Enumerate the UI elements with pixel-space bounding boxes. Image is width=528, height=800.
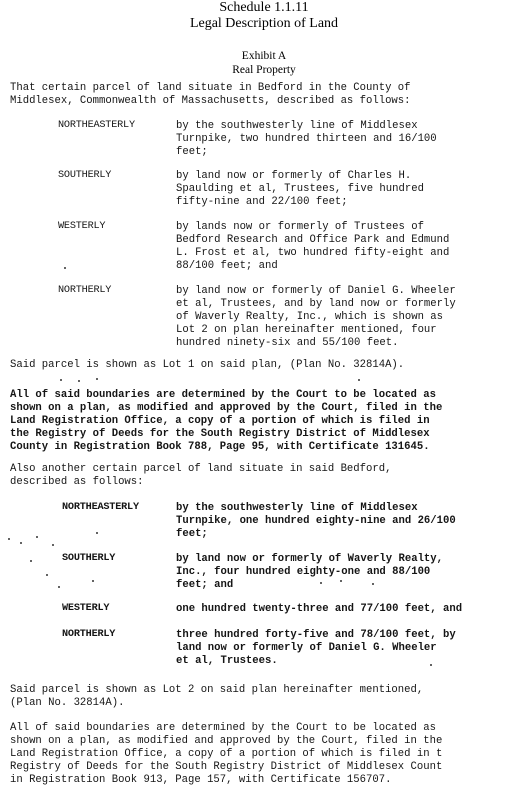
exhibit-heading: Exhibit A	[241, 50, 287, 62]
scan-speck	[20, 542, 22, 544]
parcel2-bound-northerly-line-2: land now or formerly of Daniel G. Wheeler	[176, 642, 437, 654]
scan-speck	[96, 532, 98, 534]
parcel2-bound-label-southerly: SOUTHERLY	[62, 553, 116, 564]
parcel2-boundaries-line-1: All of said boundaries are determined by the Court to be located as	[10, 722, 436, 734]
parcel2-bound-label-westerly: WESTERLY	[62, 603, 110, 614]
parcel1-bound-southerly-line-3: fifty-nine and 22/100 feet;	[176, 196, 348, 208]
parcel2-boundaries-line-3: Land Registration Office, a copy of a portion of which is filed in t	[10, 748, 443, 760]
parcel2-intro-line-2: described as follows:	[10, 476, 144, 488]
parcel2-bound-westerly-line-1: one hundred twenty-three and 77/100 feet, and	[176, 603, 463, 615]
parcel2-bound-northerly-line-1: three hundred forty-five and 78/100 feet, by	[176, 629, 456, 641]
parcel2-boundaries-line-4: Registry of Deeds for the South Registry District of Middlesex Count	[10, 761, 443, 773]
scan-speck	[92, 580, 94, 582]
parcel1-bound-westerly-line-1: by lands now or formerly of Trustees of	[176, 221, 424, 233]
scan-speck	[60, 379, 62, 381]
parcel1-boundaries-line-5: County in Registration Book 788, Page 95, with Certificate 131645.	[10, 441, 430, 453]
scan-speck	[320, 582, 322, 584]
scan-speck	[96, 378, 98, 380]
parcel1-bound-westerly-line-3: L. Frost et al, two hundred fifty-eight and	[176, 247, 450, 259]
parcel1-bound-northerly-line-1: by land now or formerly of Daniel G. Wheeler	[176, 285, 456, 297]
parcel1-bound-northeasterly-line-2: Turnpike, two hundred thirteen and 16/100	[176, 133, 437, 145]
schedule-heading: Schedule 1.1.11	[219, 0, 309, 15]
parcel2-boundaries-line-2: shown on a plan, as modified and approved by the Court, filed in the	[10, 735, 443, 747]
document-title: Legal Description of Land	[189, 16, 339, 31]
exhibit-subtitle: Real Property	[232, 64, 296, 76]
scan-speck	[52, 544, 54, 546]
scan-speck	[36, 536, 38, 538]
parcel2-bound-northeasterly-line-1: by the southwesterly line of Middlesex	[176, 502, 418, 514]
parcel1-boundaries-line-4: the Registry of Deeds for the South Registry District of Middlesex	[10, 428, 430, 440]
parcel2-bound-southerly-line-2: Inc., four hundred eighty-one and 88/100	[176, 566, 431, 578]
parcel2-bound-label-northeasterly: NORTHEASTERLY	[62, 502, 139, 513]
parcel2-bound-southerly-line-3: feet; and	[176, 579, 234, 591]
parcel1-intro-line-1: That certain parcel of land situate in Bedford in the County of	[10, 82, 411, 94]
parcel2-bound-northerly-line-3: et al, Trustees.	[176, 655, 278, 667]
parcel2-bound-southerly-line-1: by land now or formerly of Waverly Realty,	[176, 553, 444, 565]
scan-speck	[46, 574, 48, 576]
scan-speck	[430, 664, 432, 666]
parcel1-bound-northerly-line-5: hundred ninety-six and 55/100 feet.	[176, 337, 399, 349]
parcel1-bound-northeasterly-line-1: by the southwesterly line of Middlesex	[176, 120, 418, 132]
parcel1-bound-southerly-line-1: by land now or formerly of Charles H.	[176, 170, 412, 182]
scan-speck	[30, 560, 32, 562]
scan-speck	[358, 379, 360, 381]
parcel1-bound-northeasterly-line-3: feet;	[176, 146, 208, 158]
parcel1-bound-northerly-line-2: et al, Trustees, and by land now or formerly	[176, 298, 456, 310]
parcel2-intro-line-1: Also another certain parcel of land situate in said Bedford,	[10, 463, 392, 475]
parcel1-bound-southerly-line-2: Spaulding et al, Trustees, five hundred	[176, 183, 424, 195]
parcel1-bound-westerly-line-2: Bedford Research and Office Park and Edmund	[176, 234, 450, 246]
scan-speck	[58, 586, 60, 588]
parcel2-bound-northeasterly-line-3: feet;	[176, 528, 208, 540]
parcel1-bound-westerly-line-4: 88/100 feet; and	[176, 260, 278, 272]
parcel1-boundaries-line-2: shown on a plan, as modified and approved by the Court, filed in the	[10, 402, 443, 414]
parcel1-bound-label-northeasterly: NORTHEASTERLY	[58, 120, 135, 131]
parcel1-bound-label-southerly: SOUTHERLY	[58, 170, 112, 181]
scan-speck	[8, 538, 10, 540]
parcel2-bound-label-northerly: NORTHERLY	[62, 629, 116, 640]
parcel1-lot-statement: Said parcel is shown as Lot 1 on said plan, (Plan No. 32814A).	[10, 359, 405, 371]
parcel2-bound-northeasterly-line-2: Turnpike, one hundred eighty-nine and 26/100	[176, 515, 456, 527]
scan-speck	[372, 583, 374, 585]
scan-speck	[340, 580, 342, 582]
parcel1-bound-label-westerly: WESTERLY	[58, 221, 106, 232]
parcel2-lot-statement-line-2: (Plan No. 32814A).	[10, 697, 125, 709]
parcel1-boundaries-line-3: Land Registration Office, a copy of a portion of which is filed in	[10, 415, 430, 427]
parcel1-bound-northerly-line-3: of Waverly Realty, Inc., which is shown as	[176, 311, 444, 323]
parcel1-intro-line-2: Middlesex, Commonwealth of Massachusetts, described as follows:	[10, 95, 411, 107]
scan-speck	[64, 267, 66, 269]
scan-speck	[78, 380, 80, 382]
parcel2-boundaries-line-5: in Registration Book 913, Page 157, with Certificate 156707.	[10, 774, 392, 786]
parcel2-lot-statement-line-1: Said parcel is shown as Lot 2 on said plan hereinafter mentioned,	[10, 684, 424, 696]
parcel1-bound-label-northerly: NORTHERLY	[58, 285, 112, 296]
parcel1-boundaries-line-1: All of said boundaries are determined by the Court to be located as	[10, 389, 436, 401]
parcel1-bound-northerly-line-4: Lot 2 on plan hereinafter mentioned, four	[176, 324, 437, 336]
